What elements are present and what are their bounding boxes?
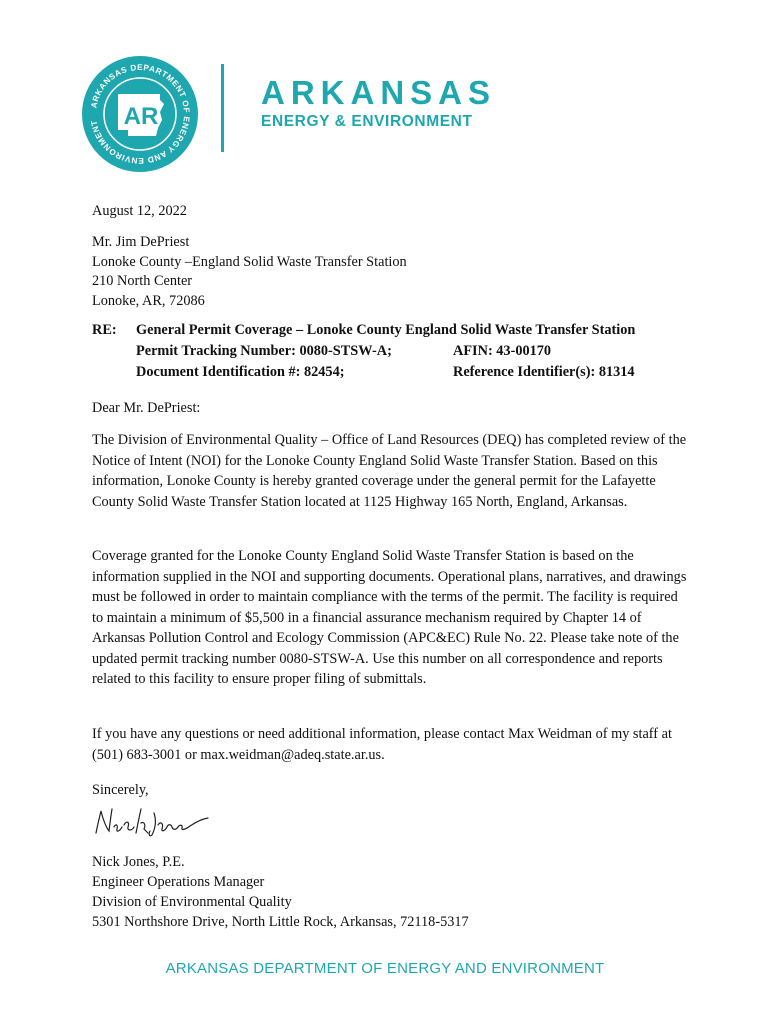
svg-text:AR: AR [123,103,159,130]
salutation: Dear Mr. DePriest: [92,400,201,416]
department-seal-logo [80,54,200,174]
svg-text:ARKANSAS DEPARTMENT OF ENERGY: ARKANSAS DEPARTMENT OF ENERGY AND ENVIRONMENT [89,62,192,166]
paragraph-review: The Division of Environmental Quality – Office of Land Resources (DEQ) has completed review of the Notice of Intent (NOI) for the Lonoke County England Solid Waste Transfer Station. Based on this information, Lonoke County is hereby granted coverage under the general permit for the Lafayette County Solid Waste Transfer Station located at 1125 Highway 165 North, England, Arkansas. [92,432,687,510]
re-permit-tracking: Permit Tracking Number: 0080-STSW-A; [136,343,392,359]
closing: Sincerely, [92,782,149,798]
re-doc-id: Document Identification #: 82454; [136,364,345,380]
re-afin: AFIN: 43-00170 [453,343,552,359]
brand-title: ARKANSAS [261,74,497,111]
recipient-org: Lonoke County –England Solid Waste Transfer Station [92,253,407,270]
re-ref-id: Reference Identifier(s): 81314 [453,364,635,380]
re-subject: General Permit Coverage – Lonoke County England Solid Waste Transfer Station [136,322,636,338]
recipient-name: Mr. Jim DePriest [92,234,190,250]
paragraph-contact: If you have any questions or need additional information, please contact Max Weidman of my staff at (501) 683-3001 or max.weidman@adeq.state.ar.us. [92,726,672,763]
signer-title: Engineer Operations Manager [92,874,265,890]
recipient-address [92,233,407,311]
letterhead [80,54,680,174]
brand-subtitle: ENERGY & ENVIRONMENT [261,113,473,130]
signer-address: 5301 Northshore Drive, North Little Rock, Arkansas, 72118-5317 [92,914,469,930]
signer-division: Division of Environmental Quality [92,894,292,910]
recipient-city: Lonoke, AR, 72086 [92,292,205,309]
signer-block [92,852,469,932]
signer-name: Nick Jones, P.E. [92,854,185,870]
letter-date: August 12, 2022 [92,203,187,219]
re-label: RE: [92,322,117,338]
handwritten-signature [92,803,212,841]
recipient-street: 210 North Center [92,273,193,289]
letterhead-divider [221,64,224,152]
footer-department-name: ARKANSAS DEPARTMENT OF ENERGY AND ENVIRONMENT [165,960,605,977]
paragraph-coverage: Coverage granted for the Lonoke County England Solid Waste Transfer Station is based on the information supplied in the NOI and supporting documents. Operational plans, narratives, and drawings must be followed in order to maintain compliance with the terms of the permit. The facility is required to maintain a minimum of $5,500 in a financial assurance mechanism required by Chapter 14 of Arkansas Pollution Control and Ecology Commission (APC&EC) Rule No. 22. Please take note of the updated permit tracking number 0080-STSW-A. Use this number on all correspondence and reports related to this facility to ensure proper filing of submittals. [92,548,687,687]
